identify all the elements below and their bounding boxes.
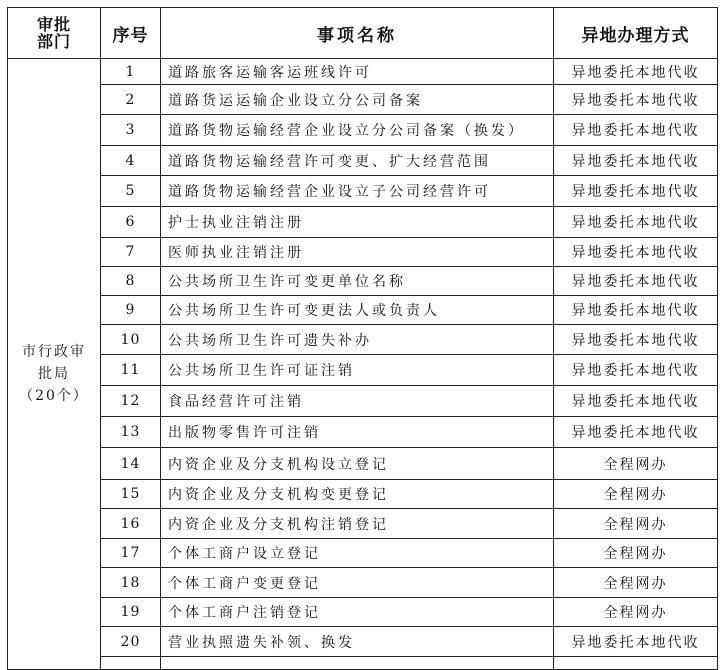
- row-mode: 异地委托本地代收: [554, 296, 718, 325]
- row-index: 7: [101, 238, 161, 267]
- row-index: 20: [101, 627, 161, 657]
- row-item-name: 道路货物运输经营许可变更、扩大经营范围: [161, 146, 554, 176]
- department-cell: [8, 59, 101, 670]
- row-mode: 全程网办: [554, 568, 718, 598]
- row-index: 5: [101, 176, 161, 207]
- row-item-name: 内资企业及分支机构注销登记: [161, 509, 554, 539]
- row-item-name: 道路货物运输经营企业设立子公司经营许可: [161, 176, 554, 207]
- header-dept-line2: 部门: [36, 32, 71, 51]
- empty-cell: [161, 657, 554, 670]
- approval-items-table: [7, 7, 718, 670]
- row-item-name: 公共场所卫生许可遗失补办: [161, 325, 554, 355]
- row-index: 18: [101, 568, 161, 598]
- row-mode: 异地委托本地代收: [554, 176, 718, 207]
- row-index: 4: [101, 146, 161, 176]
- row-item-name: 个体工商户变更登记: [161, 568, 554, 598]
- row-mode: 异地委托本地代收: [554, 325, 718, 355]
- row-mode: 全程网办: [554, 598, 718, 627]
- row-index: 12: [101, 386, 161, 417]
- row-item-name: 道路货物运输经营企业设立分公司备案（换发）: [161, 115, 554, 146]
- row-mode: 全程网办: [554, 480, 718, 509]
- table-row: [8, 627, 718, 657]
- row-item-name: 道路旅客运输客运班线许可: [161, 59, 554, 85]
- department-line1: 市行政审: [22, 344, 86, 360]
- row-item-name: 营业执照遗失补领、换发: [161, 627, 554, 657]
- row-item-name: 护士执业注销注册: [161, 207, 554, 238]
- row-index: 1: [101, 59, 161, 85]
- department-line2: 批局: [38, 366, 70, 382]
- row-mode: 异地委托本地代收: [554, 238, 718, 267]
- table-row: [8, 176, 718, 207]
- row-mode: 全程网办: [554, 539, 718, 568]
- table-row: [8, 115, 718, 146]
- row-item-name: 个体工商户注销登记: [161, 598, 554, 627]
- row-item-name: 内资企业及分支机构变更登记: [161, 480, 554, 509]
- table-row: [8, 598, 718, 627]
- table-row: [8, 267, 718, 296]
- row-index: 19: [101, 598, 161, 627]
- row-index: 8: [101, 267, 161, 296]
- row-mode: 异地委托本地代收: [554, 355, 718, 386]
- header-item-name: 事项名称: [161, 8, 554, 59]
- row-mode: 异地委托本地代收: [554, 59, 718, 85]
- empty-cell: [101, 657, 161, 670]
- row-index: 16: [101, 509, 161, 539]
- header-index: 序号: [101, 8, 161, 59]
- row-mode: 异地委托本地代收: [554, 417, 718, 448]
- table-row: [8, 207, 718, 238]
- table-body: [8, 59, 718, 670]
- row-index: 6: [101, 207, 161, 238]
- header-mode: 异地办理方式: [554, 8, 718, 59]
- row-item-name: 内资企业及分支机构设立登记: [161, 448, 554, 480]
- row-mode: 全程网办: [554, 448, 718, 480]
- row-mode: 异地委托本地代收: [554, 207, 718, 238]
- row-item-name: 食品经营许可注销: [161, 386, 554, 417]
- row-mode: 异地委托本地代收: [554, 115, 718, 146]
- table-row: [8, 355, 718, 386]
- row-index: 14: [101, 448, 161, 480]
- table-row: [8, 238, 718, 267]
- table-row: [8, 59, 718, 85]
- row-mode: 异地委托本地代收: [554, 627, 718, 657]
- row-index: 17: [101, 539, 161, 568]
- row-mode: 异地委托本地代收: [554, 85, 718, 115]
- row-index: 15: [101, 480, 161, 509]
- table-header-row: [8, 8, 718, 59]
- table-row: [8, 568, 718, 598]
- table-row: [8, 146, 718, 176]
- table-row: [8, 539, 718, 568]
- row-item-name: 公共场所卫生许可变更单位名称: [161, 267, 554, 296]
- row-item-name: 出版物零售许可注销: [161, 417, 554, 448]
- row-index: 11: [101, 355, 161, 386]
- row-mode: 异地委托本地代收: [554, 267, 718, 296]
- table-row-partial: [8, 657, 718, 670]
- row-item-name: 公共场所卫生许可证注销: [161, 355, 554, 386]
- row-index: 3: [101, 115, 161, 146]
- row-item-name: 公共场所卫生许可变更法人或负责人: [161, 296, 554, 325]
- header-dept: [8, 8, 101, 59]
- table-row: [8, 325, 718, 355]
- row-mode: 异地委托本地代收: [554, 386, 718, 417]
- row-index: 9: [101, 296, 161, 325]
- table-row: [8, 296, 718, 325]
- table-row: [8, 480, 718, 509]
- empty-cell: [554, 657, 718, 670]
- row-index: 2: [101, 85, 161, 115]
- table-row: [8, 448, 718, 480]
- table-row: [8, 417, 718, 448]
- row-index: 13: [101, 417, 161, 448]
- row-mode: 全程网办: [554, 509, 718, 539]
- table-row: [8, 509, 718, 539]
- row-item-name: 个体工商户设立登记: [161, 539, 554, 568]
- row-index: 10: [101, 325, 161, 355]
- table-row: [8, 85, 718, 115]
- row-mode: 异地委托本地代收: [554, 146, 718, 176]
- row-item-name: 道路货运运输企业设立分公司备案: [161, 85, 554, 115]
- department-line3: （20个）: [19, 388, 89, 404]
- header-dept-line1: 审批: [36, 15, 71, 34]
- row-item-name: 医师执业注销注册: [161, 238, 554, 267]
- table-row: [8, 386, 718, 417]
